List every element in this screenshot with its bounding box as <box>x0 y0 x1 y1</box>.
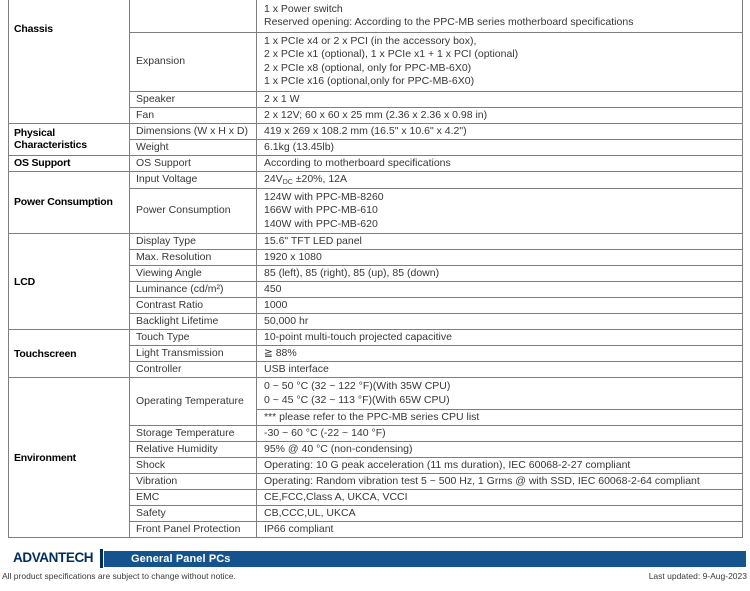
category-cell-power-consumption: Power Consumption <box>9 171 130 234</box>
spec-value-line: 124W with PPC-MB-8260 <box>264 190 384 203</box>
spec-value: ≧ 88% <box>257 346 743 362</box>
spec-label: Luminance (cd/m²) <box>130 282 257 298</box>
disclaimer-text: All product specifications are subject to change without notice. <box>2 571 236 581</box>
spec-label: Expansion <box>130 32 257 91</box>
spec-value: 1920 x 1080 <box>257 250 743 266</box>
spec-value <box>257 0 743 32</box>
spec-value: 1000 <box>257 298 743 314</box>
spec-label: Fan <box>130 107 257 123</box>
spec-label: Speaker <box>130 91 257 107</box>
last-updated-text: Last updated: 9-Aug-2023 <box>648 571 747 581</box>
spec-value-line: 2 x PCIe x1 (optional), 1 x PCIe x1 + 1 x PCI (optional) <box>264 48 519 60</box>
spec-value-line: 1 x PCIe x16 (optional,only for PPC-MB-6X0) <box>264 75 475 87</box>
category-cell-touchscreen: Touchscreen <box>9 330 130 378</box>
spec-value: USB interface <box>257 362 743 378</box>
spec-value: 10-point multi-touch projected capacitive <box>257 330 743 346</box>
spec-value-line: Reserved opening: According to the PPC-MB series motherboard specifications <box>264 16 634 28</box>
table-row <box>9 0 743 32</box>
spec-label: Dimensions (W x H x D) <box>130 123 257 139</box>
spec-value: 2 x 1 W <box>257 91 743 107</box>
table-row <box>9 234 743 250</box>
table-row <box>9 378 743 410</box>
spec-value: 419 x 269 x 108.2 mm (16.5" x 10.6" x 4.2") <box>257 123 743 139</box>
advantech-logo: ADVANTECH <box>13 550 94 565</box>
spec-label: Shock <box>130 458 257 474</box>
spec-label: OS Support <box>130 155 257 171</box>
spec-label: Power Consumption <box>130 188 257 234</box>
spec-label: Safety <box>130 506 257 522</box>
spec-label: Weight <box>130 139 257 155</box>
spec-value-line: 166W with PPC-MB-610 <box>264 204 378 216</box>
spec-value: CE,FCC,Class A, UKCA, VCCI <box>257 490 743 506</box>
table-row <box>9 171 743 188</box>
category-banner <box>104 551 746 567</box>
spec-value: 50,000 hr <box>257 314 743 330</box>
spec-label: Front Panel Protection <box>130 522 257 538</box>
category-cell-chassis: Chassis <box>9 0 130 123</box>
category-cell-os-support: OS Support <box>9 155 130 171</box>
banner-title: General Panel PCs <box>131 553 231 565</box>
spec-label: Storage Temperature <box>130 426 257 442</box>
spec-label: Relative Humidity <box>130 442 257 458</box>
spec-value-line: 1 x Power switch <box>264 2 343 15</box>
spec-label: Backlight Lifetime <box>130 314 257 330</box>
spec-label: Vibration <box>130 474 257 490</box>
spec-value: 6.1kg (13.45lb) <box>257 139 743 155</box>
spec-value: 15.6" TFT LED panel <box>257 234 743 250</box>
spec-label: Operating Temperature <box>130 378 257 426</box>
spec-value: 95% @ 40 °C (non-condensing) <box>257 442 743 458</box>
table-row <box>9 123 743 139</box>
category-cell-physical-characteristics: Physical Characteristics <box>9 123 130 155</box>
spec-label: Light Transmission <box>130 346 257 362</box>
spec-value: CB,CCC,UL, UKCA <box>257 506 743 522</box>
spec-value-line: 0 ~ 50 °C (32 ~ 122 °F)(With 35W CPU) <box>264 380 451 392</box>
spec-value: According to motherboard specifications <box>257 155 743 171</box>
spec-value <box>257 378 743 410</box>
spec-value-line: 1 x PCIe x4 or 2 x PCI (in the accessory box), <box>264 34 477 47</box>
spec-label: Display Type <box>130 234 257 250</box>
spec-label <box>130 0 257 32</box>
spec-label: Contrast Ratio <box>130 298 257 314</box>
spec-label: Max. Resolution <box>130 250 257 266</box>
input-voltage-subscript: DC <box>282 178 293 186</box>
spec-value: IP66 compliant <box>257 522 743 538</box>
spec-value: 2 x 12V; 60 x 60 x 25 mm (2.36 x 2.36 x 0.98 in) <box>257 107 743 123</box>
spec-value <box>257 32 743 91</box>
spec-value: 450 <box>257 282 743 298</box>
spec-value-line: 0 ~ 45 °C (32 ~ 113 °F)(With 65W CPU) <box>264 393 450 406</box>
specification-table <box>8 0 743 538</box>
spec-value <box>257 171 743 188</box>
table-row <box>9 330 743 346</box>
spec-value: Operating: 10 G peak acceleration (11 ms duration), IEC 60068-2-27 compliant <box>257 458 743 474</box>
spec-value-line: 140W with PPC-MB-620 <box>264 217 378 230</box>
spec-label: Controller <box>130 362 257 378</box>
spec-value-line: 2 x PCIe x8 (optional, only for PPC-MB-6X0) <box>264 61 472 74</box>
spec-value: -30 ~ 60 °C (-22 ~ 140 °F) <box>257 426 743 442</box>
category-cell-lcd: LCD <box>9 234 130 330</box>
spec-label: Viewing Angle <box>130 266 257 282</box>
spec-value: 85 (left), 85 (right), 85 (up), 85 (down) <box>257 266 743 282</box>
category-cell-environment: Environment <box>9 378 130 538</box>
spec-value <box>257 188 743 234</box>
footer-divider <box>100 549 103 568</box>
table-row <box>9 155 743 171</box>
spec-label: Touch Type <box>130 330 257 346</box>
input-voltage-value: 24V <box>264 172 283 185</box>
spec-value-note: *** please refer to the PPC-MB series CPU list <box>257 410 743 426</box>
spec-label: EMC <box>130 490 257 506</box>
spec-label: Input Voltage <box>130 171 257 188</box>
input-voltage-value-rest: ±20%, 12A <box>292 172 348 185</box>
spec-value: Operating: Random vibration test 5 ~ 500 Hz, 1 Grms @ with SSD, IEC 60068-2-64 compliant <box>257 474 743 490</box>
